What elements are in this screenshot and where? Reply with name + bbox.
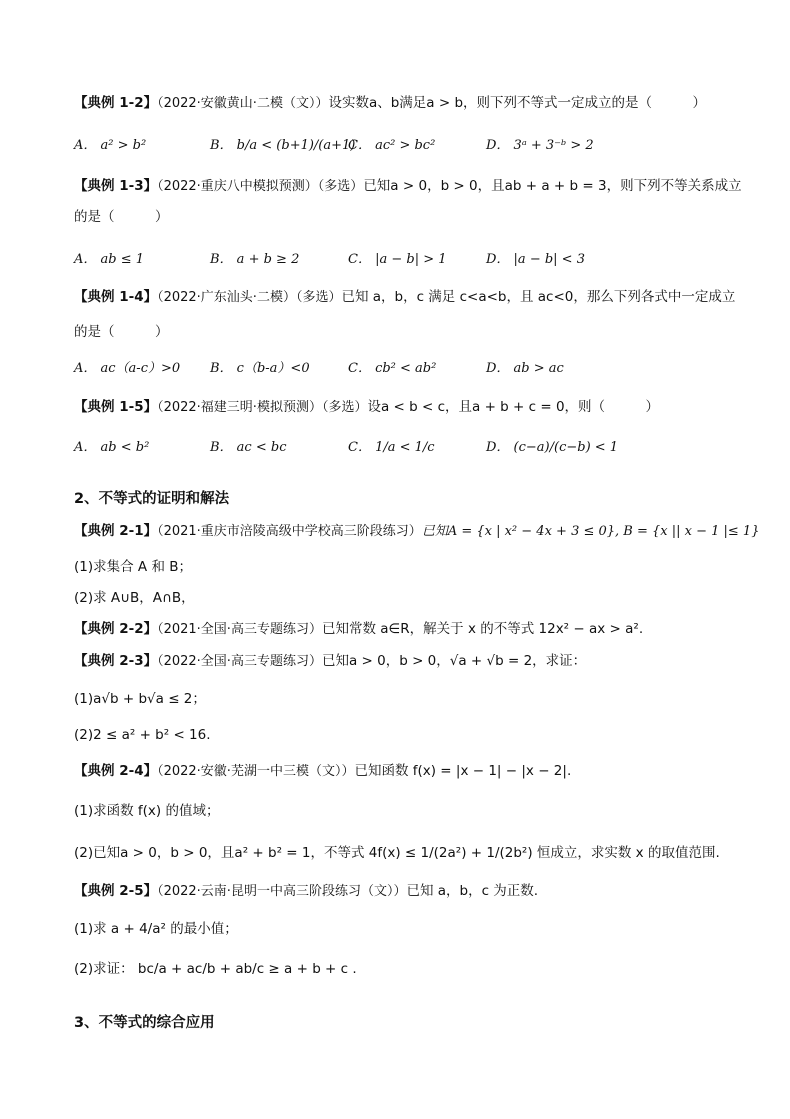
problem-2-4 [74,760,750,782]
problem-2-3 [74,650,750,672]
option-c: C． cb² < ab² [348,361,437,376]
option-d: D． (c−a)/(c−b) < 1 [486,440,619,455]
sub-question: (1)求函数 f(x) 的值域； [74,803,220,819]
section-heading-3: 3、不等式的综合应用 [74,1015,215,1031]
problem-text: 设实数a、b满足a > b，则下列不等式一定成立的是（ ） [328,95,707,111]
problem-1-3 [74,175,750,197]
sub-question: (2)2 ≤ a² + b² < 16. [74,727,211,743]
problem-source: （2022·安徽黄山·二模（文）） [157,96,329,111]
problem-text: 已知 a，b，c 为正数. [406,883,539,899]
problem-text-cont: 的是（ ） [74,324,169,340]
problem-2-5-part1 [74,918,750,940]
problem-2-1-part1 [74,556,750,578]
option-a: A． ab < b² [74,440,150,455]
problem-text: 已知a > 0，b > 0，且ab + a + b = 3，则下列不等关系成立 [363,178,742,194]
problem-text: 已知a > 0，b > 0，√a + √b = 2，求证： [321,653,587,669]
problem-1-4-options [74,358,750,380]
sub-question: (2)求证： bc/a + ac/b + ab/c ≥ a + b + c . [74,961,357,977]
problem-source: （2022·福建三明·模拟预测）（多选） [157,400,368,415]
option-c: C． ac² > bc² [348,138,436,153]
problem-tag: 【典例 1-5】 [74,399,158,415]
problem-2-5 [74,880,750,902]
option-b: B． ac < bc [210,440,287,455]
problem-2-3-part2 [74,724,750,746]
problem-tag: 【典例 2-4】 [74,763,158,779]
problem-text: 已知函数 f(x) = |x − 1| − |x − 2|. [354,763,572,779]
problem-2-2 [74,618,750,640]
problem-2-3-part1 [74,688,750,710]
problem-tag: 【典例 2-2】 [74,621,158,637]
problem-1-4-line2 [74,321,750,343]
problem-source: （2021·重庆市涪陵高级中学校高三阶段练习） [157,524,422,539]
problem-tag: 【典例 1-2】 [74,95,158,111]
problem-text: 设a < b < c，且a + b + c = 0，则（ ） [367,399,660,415]
problem-source: （2022·云南·昆明一中高三阶段练习（文）） [157,884,407,899]
problem-text: 已知常数 a∈R，解关于 x 的不等式 12x² − ax > a². [321,621,644,637]
problem-tag: 【典例 2-5】 [74,883,158,899]
sub-question: (2)求 A∪B，A∩B， [74,590,195,606]
problem-source: （2021·全国·高三专题练习） [157,622,322,637]
problem-tag: 【典例 1-3】 [74,178,158,194]
problem-1-2-options [74,124,750,168]
option-c: C． 1/a < 1/c [348,440,435,455]
sub-question: (1)a√b + b√a ≤ 2； [74,691,206,707]
problem-1-2 [74,92,750,114]
problem-2-1-part2 [74,587,750,609]
problem-2-1 [74,520,760,542]
problem-source: （2022·广东汕头·二模）（多选） [157,290,342,305]
option-d: D． ab > ac [486,361,564,376]
sub-question: (2)已知a > 0，b > 0，且a² + b² = 1，不等式 4f(x) ≤ 1/(2a²) + 1/(2b²) 恒成立，求实数 x 的取值范围. [74,845,720,861]
problem-text: 已知A = {x | x² − 4x + 3 ≤ 0}, B = {x || x − 1 |≤ 1} [421,524,760,539]
option-a: A． a² > b² [74,138,147,153]
option-d: D． 3ᵃ + 3⁻ᵇ > 2 [486,138,594,153]
problem-text: 已知 a，b，c 满足 c<a<b，且 ac<0，那么下列各式中一定成立 [341,289,736,305]
problem-tag: 【典例 2-3】 [74,653,158,669]
problem-tag: 【典例 2-1】 [74,523,158,539]
option-c: C． |a − b| > 1 [348,252,447,267]
problem-1-3-options [74,249,750,271]
problem-text-cont: 的是（ ） [74,209,169,225]
problem-1-5-options [74,426,750,470]
option-a: A． ac（a-c）>0 [74,361,181,376]
option-b: B． c（b-a）<0 [210,361,310,376]
section-heading-2: 2、不等式的证明和解法 [74,491,230,507]
problem-1-5 [74,396,750,418]
problem-source: （2022·全国·高三专题练习） [157,654,322,669]
problem-2-5-part2 [74,958,750,980]
sub-question: (1)求 a + 4/a² 的最小值； [74,921,238,937]
problem-2-4-part2 [74,842,750,864]
problem-1-3-line2 [74,206,750,228]
problem-source: （2022·重庆八中模拟预测）（多选） [157,179,364,194]
problem-2-4-part1 [74,800,750,822]
sub-question: (1)求集合 A 和 B； [74,559,192,575]
problem-tag: 【典例 1-4】 [74,289,158,305]
problem-1-4 [74,286,750,308]
option-d: D． |a − b| < 3 [486,252,585,267]
problem-source: （2022·安徽·芜湖一中三模（文）） [157,764,355,779]
option-b: B． b/a < (b+1)/(a+1) [210,138,356,153]
option-b: B． a + b ≥ 2 [210,252,300,267]
option-a: A． ab ≤ 1 [74,252,145,267]
